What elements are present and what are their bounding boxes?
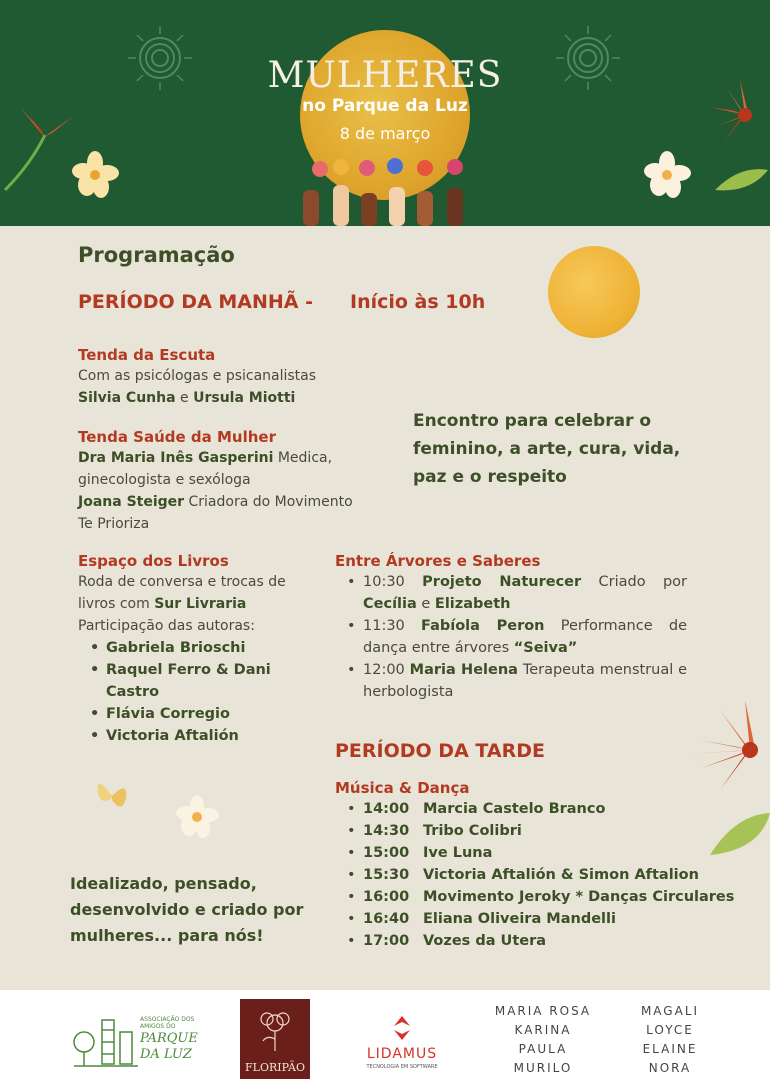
encontro-tagline: Encontro para celebrar o feminino, a arte, cura, vida, paz e o respeito [413, 411, 681, 487]
event-title: MULHERES [267, 55, 503, 96]
activity-name: Projeto Naturecer [422, 574, 582, 590]
programacao-heading: Programação [78, 243, 235, 267]
activity-time: 10:30 [363, 574, 405, 590]
person-name: Dra Maria Inês Gasperini [78, 450, 274, 466]
person-name: Ursula Miotti [193, 390, 296, 406]
lidamus-tagline: TECNOLOGIA EM SOFTWARE [366, 1064, 438, 1070]
team-names-col1 [488, 1002, 598, 1078]
tenda-escuta-section [78, 345, 398, 409]
schedule-item [335, 798, 755, 820]
author-item: • Flávia Corregio [78, 703, 328, 725]
schedule-item [335, 842, 755, 864]
lidamus-logo [362, 1012, 442, 1072]
event-subtitle: no Parque da Luz [302, 96, 468, 116]
header-banner [0, 0, 770, 226]
associacao-name: PARQUE [140, 1031, 198, 1046]
team-name: KARINA [514, 1023, 572, 1037]
activity-item [335, 571, 687, 615]
activity-item [335, 659, 687, 703]
author-item: • Victoria Aftalión [78, 725, 328, 747]
activity-time: 11:30 [363, 618, 405, 634]
person-name: Joana Steiger [78, 494, 185, 510]
team-name: NORA [648, 1061, 692, 1075]
person-desc: Criadora do Movimento [188, 494, 353, 510]
activity-desc: Terapeuta menstrual e herbologista [363, 662, 688, 700]
schedule-time: • 15:30 [363, 867, 410, 883]
schedule-time: • 15:00 [363, 845, 410, 861]
activity-time: 12:00 [363, 662, 405, 678]
person-name: Elizabeth [434, 596, 511, 612]
performance-title: “Seiva” [513, 640, 578, 656]
schedule-item [335, 908, 755, 930]
conjunction: e [180, 390, 189, 406]
team-name: MAGALI [640, 1004, 700, 1018]
tarde-section [335, 778, 755, 952]
person-name: Silvia Cunha [78, 390, 176, 406]
conjunction: e [421, 596, 431, 612]
schedule-item [335, 930, 755, 952]
start-time: Início às 10h [350, 291, 486, 313]
author-item: • Raquel Ferro & Dani Castro [78, 659, 278, 703]
section-text: livros com [78, 596, 150, 612]
lidamus-mark-icon [386, 1012, 418, 1044]
section-text: Roda de conversa e trocas de [78, 574, 286, 590]
floripao-name: FLORIPÃO [245, 1061, 305, 1074]
schedule-item [335, 820, 755, 842]
hands-holding-flowers-icon [295, 155, 480, 226]
team-name: LOYCE [646, 1023, 694, 1037]
schedule-name: Victoria Aftalión & Simon Aftalion [423, 867, 699, 883]
activity-name: Fabíola Peron [421, 618, 545, 634]
tenda-saude-section [78, 427, 398, 535]
author-item: • Gabriela Brioschi [78, 637, 328, 659]
schedule-time: • 14:00 [363, 801, 410, 817]
section-title: Espaço dos Livros [78, 552, 229, 570]
person-desc: ginecologista e sexóloga [78, 472, 251, 488]
activity-item [335, 615, 687, 659]
team-name: ELAINE [642, 1042, 698, 1056]
person-name: Cecília [363, 596, 417, 612]
schedule-time: • 16:40 [363, 911, 410, 927]
schedule-name: Tribo Colibri [423, 823, 522, 839]
sun-illustration [548, 246, 640, 338]
tarde-heading: PERÍODO DA TARDE [335, 740, 545, 762]
flower-logo-icon [255, 1005, 295, 1053]
lidamus-name: LIDAMUS [366, 1046, 438, 1062]
schedule-name: Vozes da Utera [423, 933, 547, 949]
team-name: PAULA [518, 1042, 568, 1056]
footer-sponsors [0, 990, 770, 1089]
park-tower-icon [72, 1012, 140, 1068]
schedule-time: • 14:30 [363, 823, 410, 839]
person-desc: Medica, [277, 450, 333, 466]
idealizado-tagline: Idealizado, pensado, desenvolvido e criado por mulheres... para nós! [70, 874, 304, 945]
schedule-name: Eliana Oliveira Mandelli [423, 911, 616, 927]
section-text: Participação das autoras: [78, 618, 255, 634]
associacao-small-text: ASSOCIAÇÃO DOS AMIGOS DO [140, 1016, 195, 1030]
butterfly-icon [92, 772, 132, 820]
schedule-item [335, 864, 755, 886]
event-date: 8 de março [339, 124, 431, 143]
schedule-time: • 16:00 [363, 889, 410, 905]
person-desc: Te Prioriza [78, 516, 150, 532]
associacao-name: DA LUZ [140, 1047, 192, 1062]
bookstore-name: Sur Livraria [154, 596, 247, 612]
schedule-name: Ive Luna [423, 845, 493, 861]
espaco-livros-section [78, 551, 328, 747]
activity-desc: Criado por [598, 574, 688, 590]
team-names-col2 [620, 1002, 720, 1078]
section-title: Entre Árvores e Saberes [335, 552, 541, 570]
arvores-saberes-section [335, 551, 687, 703]
team-name: MARIA ROSA [494, 1004, 592, 1018]
section-title: Tenda Saúde da Mulher [78, 428, 276, 446]
section-text: Com as psicólogas e psicanalistas [78, 368, 317, 384]
associacao-logo [72, 1012, 222, 1068]
activity-desc: Performance de dança entre árvores [363, 618, 687, 656]
schedule-time: • 17:00 [363, 933, 410, 949]
team-name: MURILO [513, 1061, 573, 1075]
plumeria-flower-icon [172, 794, 222, 840]
section-title: Tenda da Escuta [78, 346, 216, 364]
manha-heading: PERÍODO DA MANHÃ - [78, 291, 314, 313]
section-title: Música & Dança [335, 779, 470, 797]
schedule-item [335, 886, 755, 908]
schedule-name: Marcia Castelo Branco [423, 801, 606, 817]
schedule-name: Movimento Jeroky * Danças Circulares [423, 889, 735, 905]
activity-name: Maria Helena [409, 662, 518, 678]
floripao-logo [240, 999, 310, 1079]
